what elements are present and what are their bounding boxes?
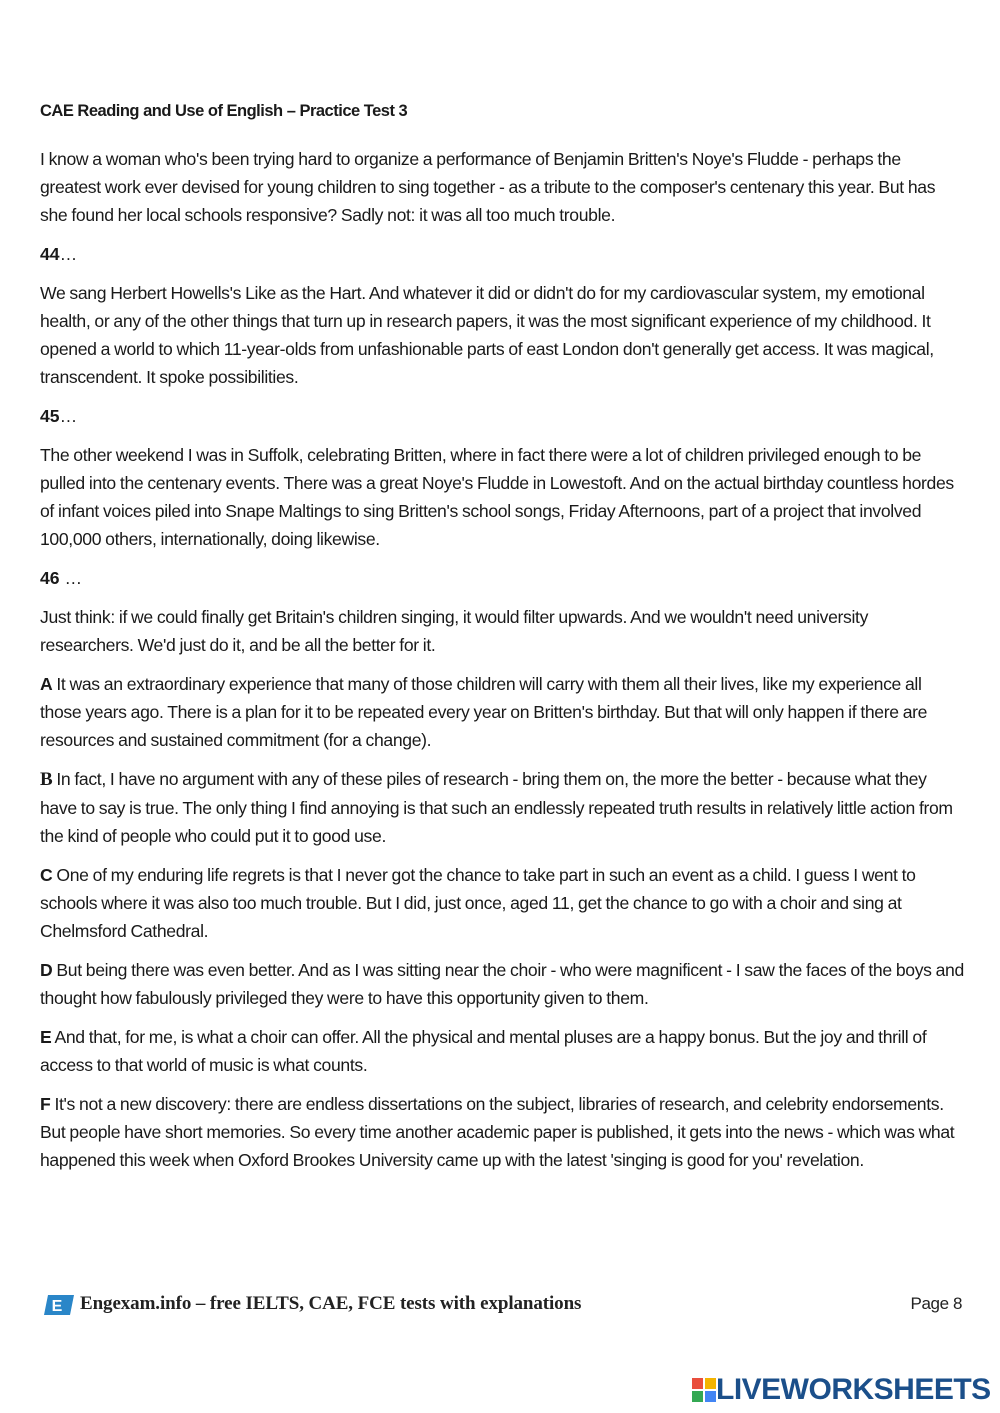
liveworksheets-text: LIVEWORKSHEETS xyxy=(716,1373,991,1406)
option-letter: F xyxy=(40,1094,51,1114)
option-letter: D xyxy=(40,960,53,980)
reading-text xyxy=(40,145,965,1185)
gap-number: 45 xyxy=(40,406,60,426)
page-footer xyxy=(40,1291,962,1319)
gap-number: 44 xyxy=(40,244,60,264)
option-d xyxy=(40,956,965,1012)
option-letter: C xyxy=(40,865,53,885)
liveworksheets-watermark xyxy=(692,1374,992,1406)
option-text: It was an extraordinary experience that many of those children will carry with them all their lives, like my experience all those years ago. There is a plan for it to be repeated every year on Britten's birthday. But that will only happen if there are resources and sustained commitment (for a change). xyxy=(40,674,928,750)
option-letter: E xyxy=(40,1027,52,1047)
gap-ellipsis: … xyxy=(59,244,78,264)
gap-46[interactable] xyxy=(40,564,965,592)
option-text: In fact, I have no argument with any of these piles of research - bring them on, the more the better - because what they have to say is true. The only thing I find annoying is that such an endlessly repeated truth results in relatively little action from the kind of people who could put it to good use. xyxy=(40,769,953,846)
page-title: CAE Reading and Use of English – Practice Test 3 xyxy=(40,102,408,120)
paragraph-suffolk: The other weekend I was in Suffolk, celebrating Britten, where in fact there were a lot of children privileged enough to be pulled into the centenary events. There was a great Noye's Fludde in Lowestoft. And on the actual birthday countless hordes of infant voices piled into Snape Maltings to sing Britten's school songs, Friday Afternoons, part of a project that involved 100,000 others, internationally, doing likewise. xyxy=(40,445,954,549)
option-letter: A xyxy=(40,674,53,694)
gap-45[interactable] xyxy=(40,402,965,430)
option-b xyxy=(40,765,965,850)
gap-44[interactable] xyxy=(40,240,965,268)
paragraph-conclusion: Just think: if we could finally get Britain's children singing, it would filter upwards. And we wouldn't need university researchers. We'd just do it, and be all the better for it. xyxy=(40,607,869,655)
option-e xyxy=(40,1023,965,1079)
option-text: But being there was even better. And as I was sitting near the choir - who were magnificent - I saw the faces of the boys and thought how fabulously privileged they were to have this opportunity given to them. xyxy=(40,960,964,1008)
engexam-e-icon xyxy=(44,1295,74,1315)
gap-ellipsis: … xyxy=(59,406,78,426)
page-number: Page 8 xyxy=(910,1294,962,1313)
option-text: It's not a new discovery: there are endless dissertations on the subject, libraries of research, and celebrity endorsements. But people have short memories. So every time another academic paper is published, it gets into the news - which was what happened this week when Oxford Brookes University came up with the latest 'singing is good for you' revelation. xyxy=(40,1094,955,1170)
liveworksheets-live-icon xyxy=(692,1378,716,1402)
gap-ellipsis: … xyxy=(59,568,83,588)
option-text: And that, for me, is what a choir can offer. All the physical and mental pluses are a happy bonus. But the joy and thrill of access to that world of music is what counts. xyxy=(40,1027,927,1075)
gap-number: 46 xyxy=(40,568,60,588)
svg-text:E: E xyxy=(51,1298,63,1315)
paragraph-howells: We sang Herbert Howells's Like as the Hart. And whatever it did or didn't do for my cardiovascular system, my emotional health, or any of the other things that turn up in research papers, it was the most significant experience of my childhood. It opened a world to which 11-year-olds from unfashionable parts of east London don't generally get access. It was magical, transcendent. It spoke possibilities. xyxy=(40,283,934,387)
footer-site-text[interactable]: Engexam.info – free IELTS, CAE, FCE tests with explanations xyxy=(80,1293,582,1314)
option-letter: B xyxy=(40,769,53,790)
option-c xyxy=(40,861,965,945)
option-a xyxy=(40,670,965,754)
option-f xyxy=(40,1090,965,1174)
option-text: One of my enduring life regrets is that I never got the chance to take part in such an event as a child. I guess I went to schools where it was also too much trouble. But I did, just once, aged 11, get the chance to go with a choir and sing at Chelmsford Cathedral. xyxy=(40,865,916,941)
paragraph-intro: I know a woman who's been trying hard to organize a performance of Benjamin Britten's Noye's Fludde - perhaps the greatest work ever devised for young children to sing together - as a tribute to the composer's centenary this year. But has she found her local schools responsive? Sadly not: it was all too much trouble. xyxy=(40,149,936,225)
